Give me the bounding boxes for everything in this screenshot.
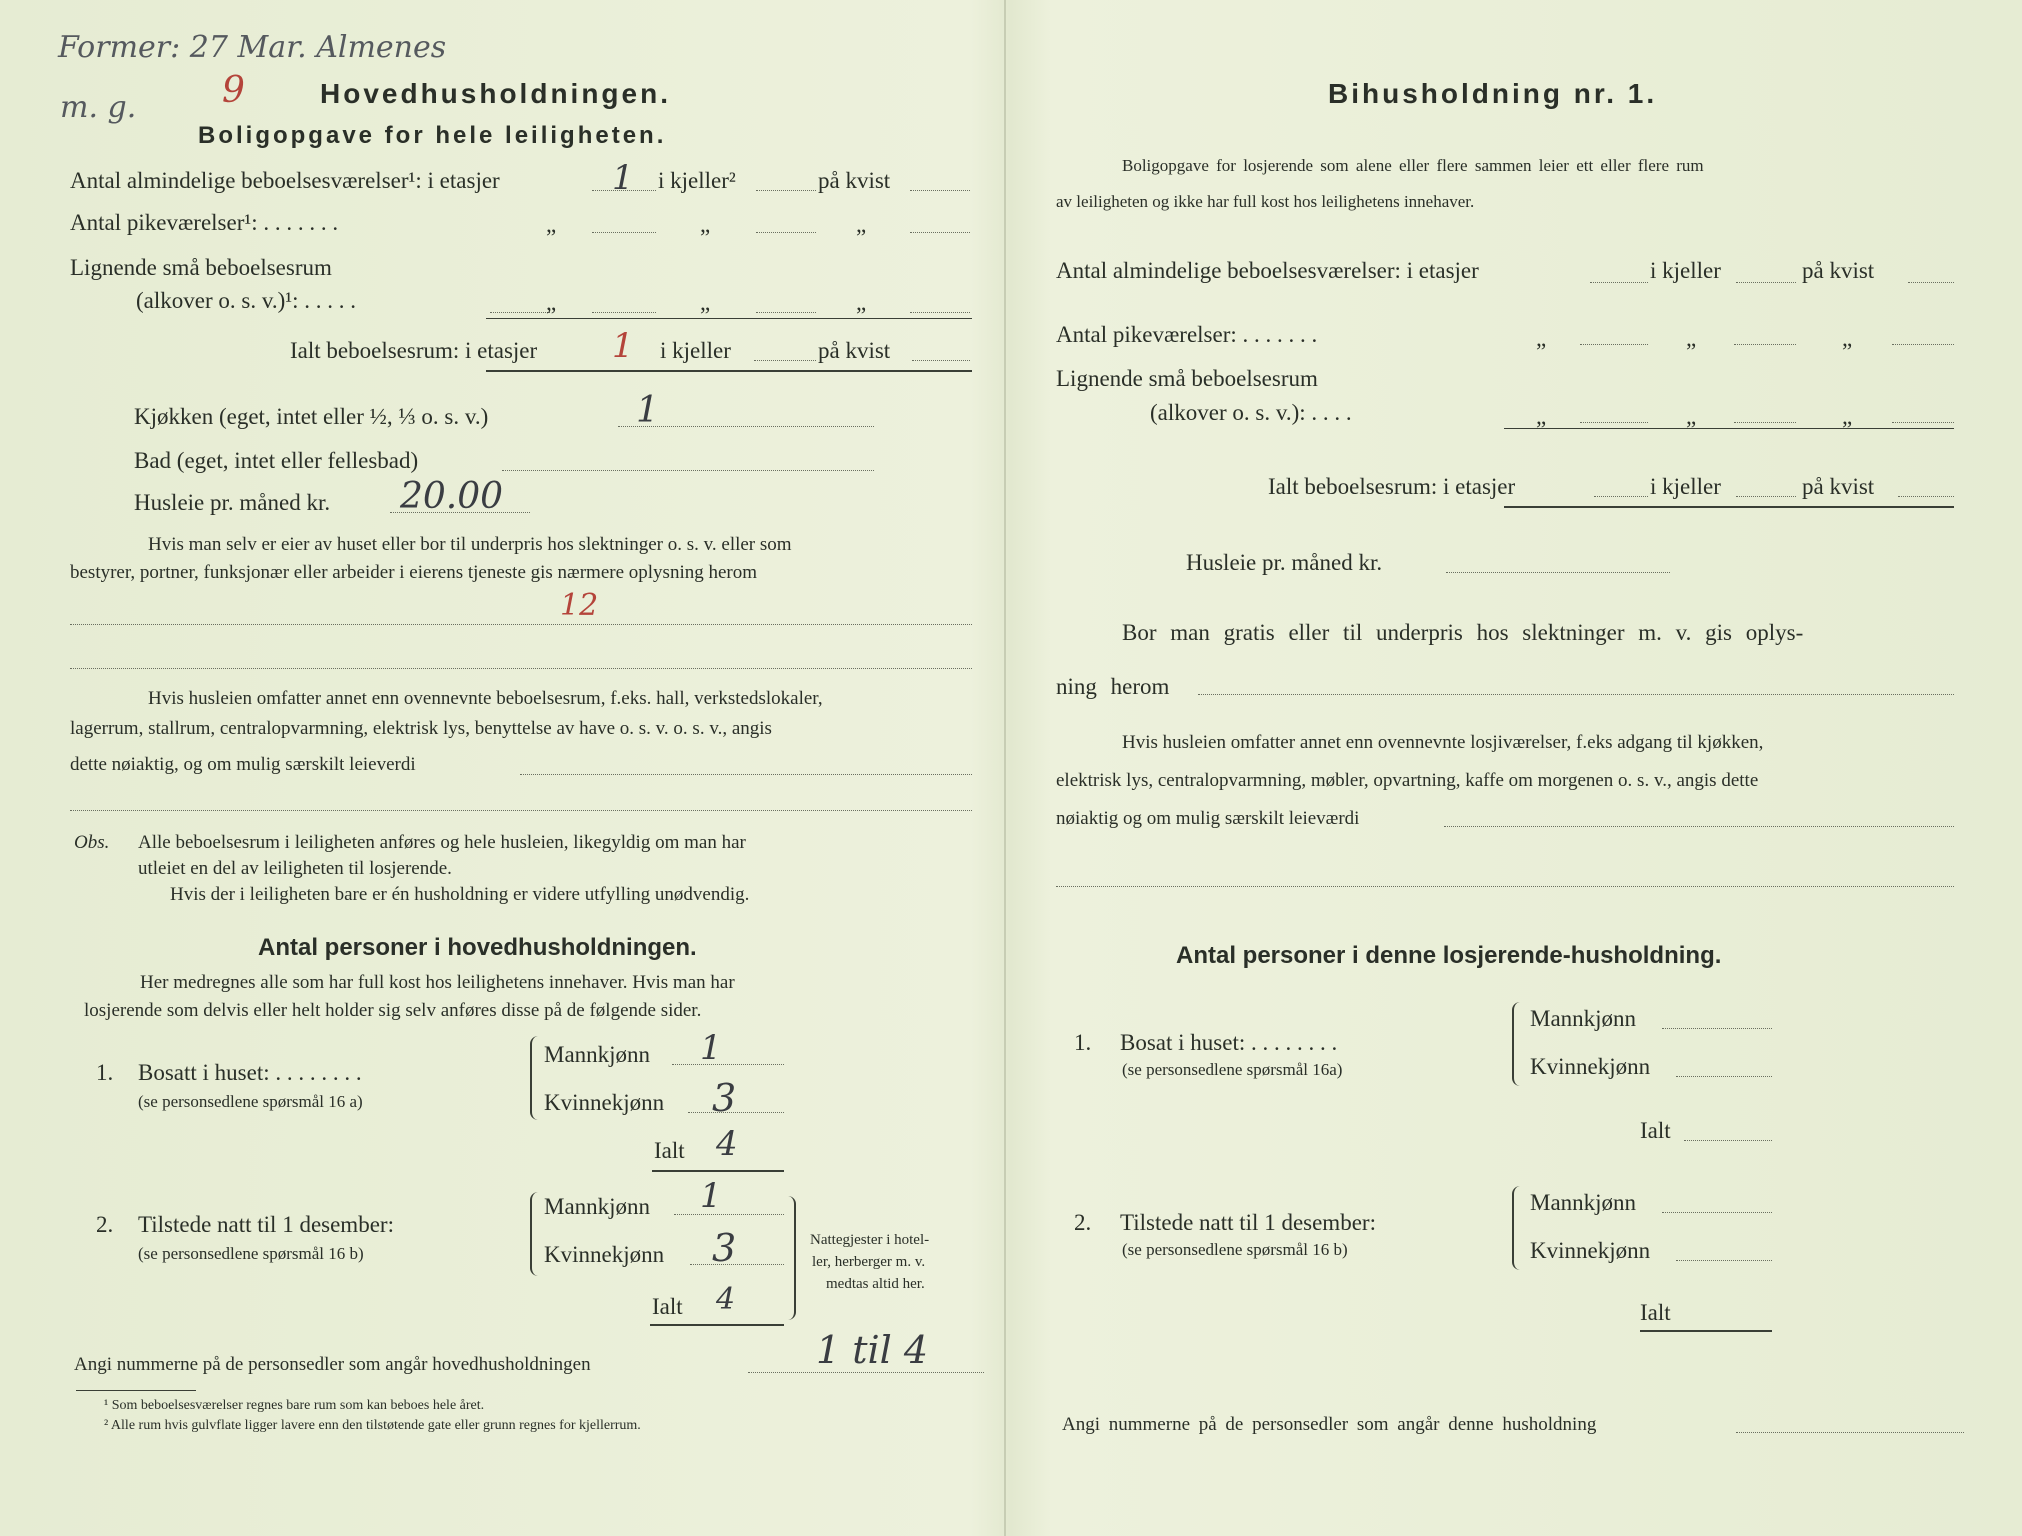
q1-subtitle: (se personsedlene spørsmål 16 a)	[138, 1092, 363, 1111]
night-guests-note-1: Nattegjester i hotel-	[810, 1232, 930, 1248]
kvist-field-line	[910, 190, 970, 191]
etasjer-handwritten-value: 1	[612, 158, 634, 198]
includes-field-line-2	[70, 810, 972, 811]
right-q1-subtitle: (se personsedlene spørsmål 16a)	[1122, 1060, 1343, 1079]
kitchen-label: Kjøkken (eget, intet eller ½, ⅓ o. s. v.)	[134, 404, 489, 429]
right-ordinary-rooms-label: Antal almindelige beboelsesværelser: i etasjer	[1056, 258, 1479, 283]
q1-total-value: 4	[716, 1124, 738, 1164]
q2-brace	[530, 1192, 542, 1276]
ordinary-rooms-label: Antal almindelige beboelsesværelser¹: i etasjer	[70, 168, 500, 193]
q2-female-value: 3	[712, 1226, 737, 1270]
right-q2-label: Tilstede natt til 1 desember:	[1120, 1210, 1376, 1235]
ditto-mark: „	[1686, 404, 1697, 429]
left-page-subtitle: Boligopgave for hele leiligheten.	[198, 122, 667, 149]
ditto-mark: „	[546, 290, 557, 315]
right-total-kvist-line	[1898, 496, 1954, 497]
ditto-mark: „	[546, 212, 557, 237]
right-q2-subtitle: (se personsedlene spørsmål 16 b)	[1122, 1240, 1348, 1259]
right-total-etasjer-line	[1594, 496, 1648, 497]
footnote-rule	[76, 1390, 196, 1391]
obs-label: Obs.	[74, 832, 110, 853]
q1-male-line	[672, 1064, 784, 1065]
right-total-kvist-label: på kvist	[1802, 474, 1875, 499]
kitchen-field-line	[618, 426, 874, 427]
right-rent-label: Husleie pr. måned kr.	[1186, 550, 1383, 575]
ditto-mark: „	[1842, 404, 1853, 429]
ditto-mark: „	[1536, 404, 1547, 429]
total-kvist-label: på kvist	[818, 338, 891, 363]
right-total-rooms-label: Ialt beboelsesrum: i etasjer	[1268, 474, 1516, 499]
right-page-title: Bihusholdning nr. 1.	[1328, 78, 1658, 109]
q1-male-label: Mannkjønn	[544, 1042, 651, 1067]
alcove-line-1	[490, 312, 550, 313]
includes-text-line-1: Hvis husleien omfatter annet enn ovennevnte beboelsesrum, f.eks. hall, verkstedslokaler,	[148, 688, 823, 709]
kitchen-handwritten-value: 1	[636, 390, 659, 431]
right-maid-rooms-label: Antal pikeværelser: . . . . . . .	[1056, 322, 1318, 347]
kvist-label: på kvist	[818, 168, 891, 193]
total-rule	[486, 370, 972, 372]
right-alcoves-label: (alkover o. s. v.): . . . .	[1150, 400, 1352, 425]
right-persons-title: Antal personer i denne losjerende-husholdning.	[1176, 942, 1722, 969]
right-q1-male-line	[1662, 1028, 1772, 1029]
kjeller-field-line	[756, 190, 816, 191]
q1-female-value: 3	[712, 1076, 737, 1120]
q2-total-label: Ialt	[652, 1294, 683, 1319]
alcove-kvist-line	[910, 312, 970, 313]
right-q1-number: 1.	[1074, 1030, 1092, 1055]
ditto-mark: „	[856, 212, 867, 237]
similar-rooms-label: Lignende små beboelsesrum	[70, 255, 332, 280]
sum-rule	[486, 318, 972, 319]
left-numbers-label: Angi nummerne på de personsedler som angår hovedhusholdningen	[74, 1354, 591, 1375]
right-q1-female-line	[1676, 1076, 1772, 1077]
right-q1-total-line	[1684, 1140, 1772, 1141]
ditto-mark: „	[1686, 326, 1697, 351]
right-q2-number: 2.	[1074, 1210, 1092, 1235]
right-numbers-line	[1736, 1432, 1964, 1433]
right-gratis-line	[1198, 694, 1954, 695]
q2-number: 2.	[96, 1212, 114, 1237]
ditto-mark: „	[1536, 326, 1547, 351]
right-gratis-line-2: ning herom	[1056, 674, 1170, 699]
ditto-mark: „	[856, 290, 867, 315]
right-sum-rule	[1504, 428, 1954, 429]
footnote-2: ² Alle rum hvis gulvflate ligger lavere enn den tilstøtende gate eller grunn regnes for kjellerrum.	[104, 1418, 641, 1433]
right-total-kjeller-line	[1736, 496, 1796, 497]
q1-brace	[530, 1036, 542, 1120]
right-etasjer-line	[1590, 282, 1648, 283]
right-maid-etasjer-line	[1580, 344, 1648, 345]
right-similar-rooms-label: Lignende små beboelsesrum	[1056, 366, 1318, 391]
includes-text-line-3: dette nøiaktig, og om mulig særskilt leieverdi	[70, 754, 416, 775]
right-alcove-kjeller-line	[1734, 422, 1796, 423]
right-gratis-line-1: Bor man gratis eller til underpris hos slektninger m. v. gis oplys-	[1122, 620, 1804, 645]
maid-etasjer-line	[592, 232, 656, 233]
obs-text-line-1: Alle beboelsesrum i leiligheten anføres og hele husleien, likegyldig om man har	[138, 832, 746, 853]
right-q2-male-line	[1662, 1212, 1772, 1213]
right-kjeller-line	[1736, 282, 1796, 283]
total-kjeller-line	[754, 360, 816, 361]
alcoves-label: (alkover o. s. v.)¹: . . . . .	[136, 288, 357, 313]
handwritten-red-number: 9	[222, 70, 245, 111]
right-q1-brace	[1512, 1002, 1524, 1086]
right-alcove-etasjer-line	[1580, 422, 1648, 423]
rent-field-line	[390, 512, 530, 513]
right-maid-kvist-line	[1892, 344, 1954, 345]
left-page-title: Hovedhusholdningen.	[320, 78, 671, 109]
rent-handwritten-value: 20.00	[400, 476, 504, 517]
left-numbers-handwritten: 1 til 4	[816, 1328, 929, 1372]
rent-label: Husleie pr. måned kr.	[134, 490, 331, 515]
right-alcove-kvist-line	[1892, 422, 1954, 423]
right-kjeller-label: i kjeller	[1650, 258, 1721, 283]
ditto-mark: „	[1842, 326, 1853, 351]
right-total-rule	[1504, 506, 1954, 508]
right-rent-line	[1446, 572, 1670, 573]
q2-male-label: Mannkjønn	[544, 1194, 651, 1219]
q2-total-rule	[650, 1324, 784, 1326]
ditto-mark: „	[700, 290, 711, 315]
left-persons-text-1: Her medregnes alle som har full kost hos leilighetens innehaver. Hvis man har	[140, 972, 735, 993]
right-q2-female-label: Kvinnekjønn	[1530, 1238, 1651, 1263]
total-rooms-label: Ialt beboelsesrum: i etasjer	[290, 338, 538, 363]
right-numbers-label: Angi nummerne på de personsedler som angår denne husholdning	[1062, 1414, 1597, 1435]
q1-number: 1.	[96, 1060, 114, 1085]
bath-label: Bad (eget, intet eller fellesbad)	[134, 448, 419, 473]
q2-total-value: 4	[716, 1282, 736, 1317]
total-kjeller-label: i kjeller	[660, 338, 731, 363]
obs-text-line-3: Hvis der i leiligheten bare er én husholdning er videre utfylling unødvendig.	[170, 884, 750, 905]
right-total-kjeller-label: i kjeller	[1650, 474, 1721, 499]
maid-rooms-label: Antal pikeværelser¹: . . . . . . .	[70, 210, 339, 235]
q1-total-label: Ialt	[654, 1138, 685, 1163]
q1-female-label: Kvinnekjønn	[544, 1090, 665, 1115]
right-includes-line-3: nøiaktig og om mulig særskilt leieværdi	[1056, 808, 1360, 829]
right-kvist-label: på kvist	[1802, 258, 1875, 283]
left-numbers-line	[748, 1372, 984, 1373]
bath-field-line	[502, 470, 874, 471]
q1-total-rule	[652, 1170, 784, 1172]
alcove-etasjer-line	[592, 312, 656, 313]
kjeller-label: i kjeller²	[658, 168, 736, 193]
includes-text-line-2: lagerrum, stallrum, centralopvarmning, elektrisk lys, benyttelse av have o. s. v. o. s. v., angis	[70, 718, 772, 739]
right-q2-total-label: Ialt	[1640, 1300, 1671, 1325]
right-q1-total-label: Ialt	[1640, 1118, 1671, 1143]
q1-female-line	[688, 1112, 784, 1113]
night-guests-brace	[782, 1196, 796, 1320]
right-q2-brace	[1512, 1186, 1524, 1270]
left-persons-text-2: losjerende som delvis eller helt holder sig selv anføres disse på de følgende sider.	[84, 1000, 702, 1021]
night-guests-note-2: ler, herberger m. v.	[812, 1254, 926, 1270]
right-intro-line-1: Boligopgave for losjerende som alene eller flere sammen leier ett eller flere rum	[1122, 156, 1704, 175]
right-maid-kjeller-line	[1734, 344, 1796, 345]
total-etasjer-handwritten: 1	[612, 326, 634, 366]
right-q2-total-rule	[1640, 1330, 1772, 1332]
q2-male-value: 1	[700, 1176, 722, 1216]
right-q2-female-line	[1676, 1260, 1772, 1261]
footnote-1: ¹ Som beboelsesværelser regnes bare rum som kan beboes hele året.	[104, 1398, 485, 1413]
q1-label: Bosatt i huset: . . . . . . . .	[138, 1060, 362, 1085]
owner-field-line-1	[70, 624, 972, 625]
page-fold	[1004, 0, 1006, 1536]
right-q2-male-label: Mannkjønn	[1530, 1190, 1637, 1215]
includes-field-line-1	[520, 774, 972, 775]
right-intro-line-2: av leiligheten og ikke har full kost hos leilighetens innehaver.	[1056, 192, 1475, 211]
q2-female-line	[690, 1264, 784, 1265]
ditto-mark: „	[700, 212, 711, 237]
right-includes-line-1: Hvis husleien omfatter annet enn ovennevnte losjiværelser, f.eks adgang til kjøkken,	[1122, 732, 1764, 753]
q2-female-label: Kvinnekjønn	[544, 1242, 665, 1267]
left-persons-title: Antal personer i hovedhusholdningen.	[258, 934, 697, 961]
obs-text-line-2: utleiet en del av leiligheten til losjerende.	[138, 858, 452, 879]
owner-field-line-2	[70, 668, 972, 669]
handwritten-mg-note: m. g.	[60, 90, 137, 125]
owner-text-line-2: bestyrer, portner, funksjonær eller arbeider i eierens tjeneste gis nærmere oplysning herom	[70, 562, 758, 583]
q1-male-value: 1	[700, 1028, 722, 1068]
owner-text-line-1: Hvis man selv er eier av huset eller bor til underpris hos slektninger o. s. v. eller som	[148, 534, 792, 555]
alcove-kjeller-line	[756, 312, 816, 313]
q2-subtitle: (se personsedlene spørsmål 16 b)	[138, 1244, 364, 1263]
right-includes-field-line-2	[1056, 886, 1954, 887]
right-includes-field-line-1	[1444, 826, 1954, 827]
right-q1-label: Bosat i huset: . . . . . . . .	[1120, 1030, 1338, 1055]
right-q1-male-label: Mannkjønn	[1530, 1006, 1637, 1031]
q2-male-line	[674, 1214, 784, 1215]
right-includes-line-2: elektrisk lys, centralopvarmning, møbler, opvartning, kaffe om morgenen o. s. v., angis dette	[1056, 770, 1759, 791]
owner-handwritten-note: 12	[560, 588, 599, 623]
maid-kjeller-line	[756, 232, 816, 233]
right-q1-female-label: Kvinnekjønn	[1530, 1054, 1651, 1079]
maid-kvist-line	[910, 232, 970, 233]
handwritten-former-note: Former: 27 Mar. Almenes	[58, 30, 447, 65]
night-guests-note-3: medtas altid her.	[826, 1276, 925, 1292]
right-kvist-line	[1908, 282, 1954, 283]
total-kvist-line	[912, 360, 970, 361]
q2-label: Tilstede natt til 1 desember:	[138, 1212, 394, 1237]
